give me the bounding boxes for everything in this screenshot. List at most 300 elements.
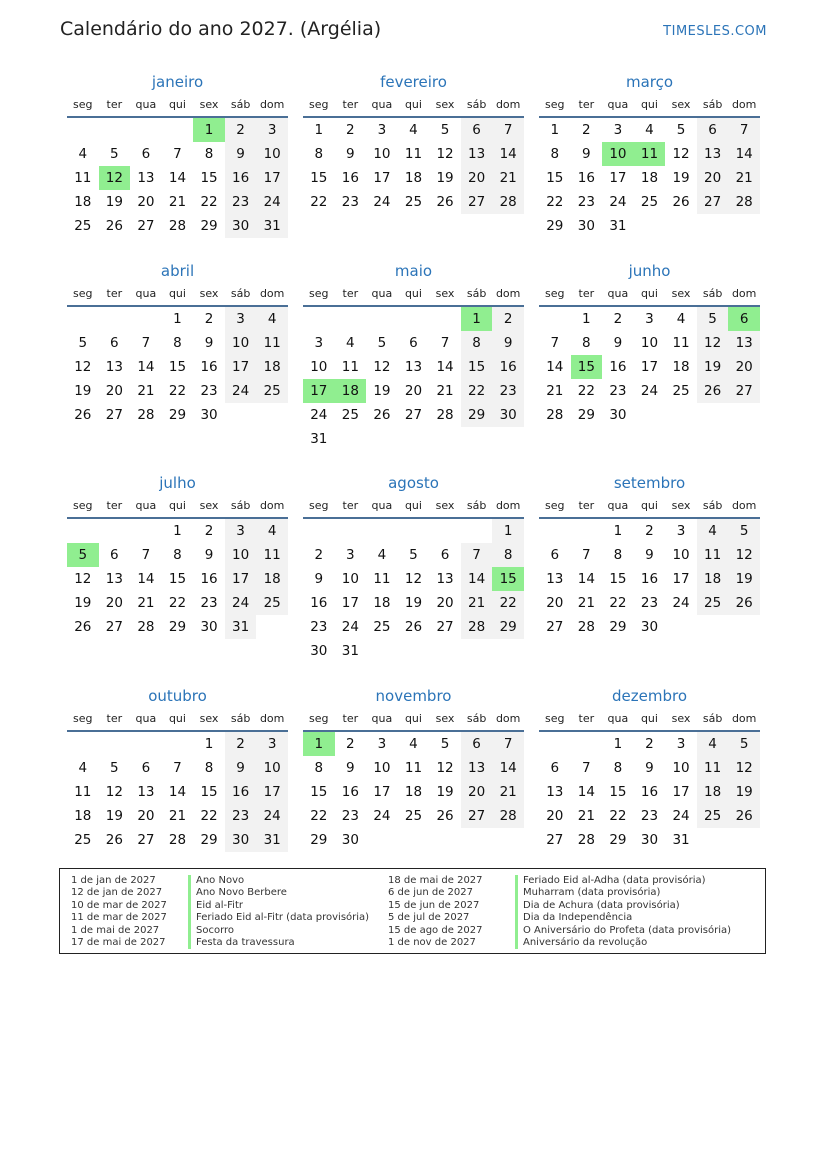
legend-date: 15 de ago de 2027 [388, 924, 483, 936]
weekday-label: sex [199, 98, 219, 111]
day-cell: 3 [225, 519, 257, 543]
empty-cell [539, 519, 571, 543]
day-cell: 18 [373, 595, 391, 611]
weekday-label: seg [73, 98, 93, 111]
day-cell: 24 [640, 383, 659, 399]
day-cell: 26 [373, 407, 391, 423]
day-cell: 10 [225, 543, 257, 567]
empty-cell [67, 519, 99, 543]
day-cell: 8 [582, 335, 591, 351]
day-cell: 10 [602, 142, 634, 166]
day-cell: 9 [582, 146, 591, 162]
weekday-label: qui [404, 287, 422, 300]
empty-cell [539, 307, 571, 331]
day-cell: 31 [225, 615, 257, 639]
day-cell: 23 [609, 383, 627, 399]
day-cell: 5 [440, 122, 450, 138]
day-cell: 30 [225, 214, 257, 238]
day-cell: 10 [310, 359, 328, 375]
weekday-label: seg [309, 499, 329, 512]
weekday-label: sáb [466, 712, 487, 725]
day-cell: 17 [303, 379, 335, 403]
day-cell: 30 [609, 407, 627, 423]
weekday-label: sex [435, 287, 455, 300]
weekday-label: dom [731, 499, 757, 512]
weekday-label: ter [342, 287, 359, 300]
month-name: novembro [375, 687, 452, 705]
day-cell: 21 [137, 383, 155, 399]
legend-date: 5 de jul de 2027 [388, 912, 470, 924]
day-cell: 16 [640, 784, 659, 800]
legend-holiday-name: Aniversário da revolução [515, 937, 731, 949]
day-cell: 24 [609, 194, 627, 210]
day-cell: 21 [168, 194, 187, 210]
day-cell: 4 [377, 547, 387, 563]
day-cell: 28 [577, 832, 595, 848]
days-grid [303, 519, 524, 663]
month-name: fevereiro [380, 73, 447, 91]
day-cell: 3 [613, 122, 623, 138]
empty-cell [366, 307, 398, 331]
month-calendar [539, 471, 760, 639]
day-cell: 9 [346, 146, 355, 162]
day-cell: 15 [200, 784, 218, 800]
day-cell: 23 [341, 808, 359, 824]
day-cell: 22 [310, 808, 328, 824]
day-cell: 14 [546, 359, 564, 375]
day-cell: 4 [676, 311, 686, 327]
day-cell: 5 [440, 736, 450, 752]
weekday-label: seg [309, 287, 329, 300]
day-cell: 7 [728, 118, 760, 142]
day-cell: 3 [676, 523, 686, 539]
day-cell: 8 [492, 543, 524, 567]
day-cell: 12 [436, 146, 454, 162]
day-cell: 9 [314, 571, 324, 587]
day-cell: 9 [492, 331, 524, 355]
day-cell: 12 [74, 571, 92, 587]
day-cell: 6 [461, 118, 493, 142]
day-cell: 16 [310, 595, 328, 611]
day-cell: 2 [582, 122, 591, 138]
day-cell: 16 [492, 355, 524, 379]
day-cell: 16 [200, 571, 218, 587]
day-cell: 10 [225, 331, 257, 355]
day-cell: 25 [74, 218, 92, 234]
day-cell: 27 [436, 619, 454, 635]
legend-holiday-name: Socorro [188, 925, 369, 937]
empty-cell [99, 307, 131, 331]
day-cell: 20 [137, 808, 155, 824]
day-cell: 10 [256, 756, 288, 780]
weekday-label: ter [106, 712, 123, 725]
day-cell: 15 [571, 355, 603, 379]
day-cell: 4 [645, 122, 654, 138]
legend-holiday-name: Feriado Eid al-Fitr (data provisória) [188, 912, 369, 924]
empty-cell [571, 732, 603, 756]
day-cell: 15 [492, 567, 524, 591]
day-cell: 13 [105, 359, 123, 375]
empty-cell [335, 307, 367, 331]
day-cell: 30 [577, 218, 595, 234]
day-cell: 30 [640, 619, 659, 635]
day-cell: 21 [492, 166, 524, 190]
day-cell: 3 [314, 335, 324, 351]
day-cell: 17 [672, 571, 690, 587]
weekday-label: ter [342, 98, 359, 111]
day-cell: 11 [256, 331, 288, 355]
day-cell: 1 [550, 122, 560, 138]
day-cell: 23 [310, 619, 328, 635]
empty-cell [162, 732, 194, 756]
day-cell: 5 [728, 732, 760, 756]
day-cell: 23 [640, 595, 659, 611]
day-cell: 27 [461, 804, 493, 828]
day-cell: 14 [168, 170, 187, 186]
day-cell: 12 [99, 166, 131, 190]
weekday-label: sex [435, 712, 455, 725]
month-calendar [67, 684, 288, 852]
day-cell: 12 [697, 331, 729, 355]
day-cell: 18 [672, 359, 690, 375]
day-cell: 26 [404, 619, 423, 635]
empty-cell [67, 732, 99, 756]
legend-holiday-name: Dia da Independência [515, 912, 731, 924]
day-cell: 22 [577, 383, 595, 399]
day-cell: 2 [645, 736, 654, 752]
brand-link[interactable]: TIMESLES.COM [663, 24, 767, 39]
weekday-label: sex [671, 287, 691, 300]
day-cell: 12 [404, 571, 423, 587]
weekday-label: sex [199, 287, 219, 300]
day-cell: 20 [105, 595, 123, 611]
day-cell: 20 [697, 166, 729, 190]
weekday-label: seg [309, 712, 329, 725]
day-cell: 16 [577, 170, 595, 186]
day-cell: 22 [200, 194, 218, 210]
day-cell: 11 [373, 571, 391, 587]
day-cell: 6 [728, 307, 760, 331]
day-cell: 17 [256, 166, 288, 190]
day-cell: 20 [404, 383, 423, 399]
day-cell: 1 [173, 311, 182, 327]
day-cell: 16 [225, 780, 257, 804]
empty-cell [130, 307, 162, 331]
weekday-header [303, 283, 524, 307]
day-cell: 8 [204, 760, 214, 776]
empty-cell [130, 118, 162, 142]
day-cell: 29 [609, 832, 627, 848]
weekday-header [539, 283, 760, 307]
day-cell: 2 [346, 122, 355, 138]
day-cell: 22 [461, 379, 493, 403]
day-cell: 25 [256, 379, 288, 403]
day-cell: 2 [204, 311, 214, 327]
day-cell: 25 [697, 591, 729, 615]
empty-cell [99, 519, 131, 543]
day-cell: 10 [256, 142, 288, 166]
month-calendar [303, 471, 524, 663]
day-cell: 29 [546, 218, 564, 234]
day-cell: 24 [225, 379, 257, 403]
day-cell: 24 [373, 808, 391, 824]
day-cell: 11 [697, 543, 729, 567]
day-cell: 21 [436, 383, 454, 399]
day-cell: 8 [613, 760, 623, 776]
day-cell: 29 [200, 218, 218, 234]
day-cell: 26 [436, 194, 454, 210]
day-cell: 18 [74, 194, 92, 210]
day-cell: 19 [672, 170, 690, 186]
day-cell: 31 [310, 431, 328, 447]
day-cell: 8 [173, 335, 182, 351]
day-cell: 6 [461, 732, 493, 756]
day-cell: 5 [67, 543, 99, 567]
days-grid [539, 519, 760, 639]
day-cell: 9 [346, 760, 355, 776]
legend-names-right [515, 875, 731, 949]
day-cell: 11 [404, 146, 423, 162]
weekday-label: sáb [230, 712, 251, 725]
legend-holiday-name: Feriado Eid al-Adha (data provisória) [515, 875, 731, 887]
day-cell: 13 [546, 571, 564, 587]
day-cell: 26 [436, 808, 454, 824]
day-cell: 24 [225, 591, 257, 615]
day-cell: 19 [74, 383, 92, 399]
day-cell: 5 [110, 760, 119, 776]
weekday-header [539, 495, 760, 519]
weekday-label: dom [495, 287, 521, 300]
weekday-label: qua [135, 499, 157, 512]
day-cell: 27 [728, 379, 760, 403]
day-cell: 22 [310, 194, 328, 210]
weekday-label: ter [578, 499, 595, 512]
day-cell: 14 [728, 142, 760, 166]
day-cell: 23 [577, 194, 595, 210]
legend-dates-right [388, 875, 483, 949]
day-cell: 15 [461, 355, 493, 379]
weekday-label: sáb [230, 287, 251, 300]
day-cell: 19 [728, 780, 760, 804]
weekday-label: sáb [702, 712, 723, 725]
weekday-label: ter [106, 499, 123, 512]
weekday-label: qua [607, 98, 629, 111]
day-cell: 27 [105, 407, 123, 423]
day-cell: 14 [461, 567, 493, 591]
day-cell: 30 [310, 643, 328, 659]
weekday-header [539, 94, 760, 118]
days-grid [303, 118, 524, 214]
empty-cell [366, 519, 398, 543]
day-cell: 29 [200, 832, 218, 848]
weekday-label: qua [135, 98, 157, 111]
day-cell: 18 [256, 355, 288, 379]
weekday-label: qui [640, 712, 658, 725]
weekday-label: sex [199, 499, 219, 512]
holiday-legend [59, 868, 766, 954]
day-cell: 1 [492, 519, 524, 543]
legend-date: 1 de nov de 2027 [388, 936, 476, 948]
day-cell: 4 [346, 335, 355, 351]
days-grid [67, 732, 288, 852]
day-cell: 18 [697, 780, 729, 804]
days-grid [67, 307, 288, 427]
day-cell: 29 [492, 615, 524, 639]
day-cell: 15 [609, 784, 627, 800]
weekday-label: ter [578, 98, 595, 111]
weekday-label: dom [495, 499, 521, 512]
day-cell: 2 [314, 547, 324, 563]
days-grid [67, 118, 288, 238]
weekday-label: qui [404, 98, 422, 111]
day-cell: 8 [173, 547, 182, 563]
weekday-label: ter [578, 712, 595, 725]
day-cell: 19 [74, 595, 92, 611]
day-cell: 6 [409, 335, 418, 351]
day-cell: 11 [341, 359, 359, 375]
weekday-label: ter [342, 499, 359, 512]
month-calendar [67, 471, 288, 639]
day-cell: 28 [137, 619, 155, 635]
day-cell: 3 [256, 732, 288, 756]
weekday-label: dom [259, 287, 285, 300]
weekday-label: qua [371, 499, 393, 512]
legend-holiday-name: Eid al-Fitr [188, 900, 369, 912]
day-cell: 19 [105, 194, 123, 210]
day-cell: 8 [204, 146, 214, 162]
day-cell: 27 [404, 407, 423, 423]
day-cell: 2 [346, 736, 355, 752]
day-cell: 28 [168, 218, 187, 234]
weekday-header [303, 94, 524, 118]
day-cell: 10 [640, 335, 659, 351]
day-cell: 15 [310, 784, 328, 800]
weekday-label: dom [731, 712, 757, 725]
weekday-header [303, 708, 524, 732]
day-cell: 13 [697, 142, 729, 166]
day-cell: 17 [609, 170, 627, 186]
day-cell: 12 [728, 756, 760, 780]
day-cell: 19 [436, 170, 454, 186]
weekday-label: seg [545, 287, 565, 300]
day-cell: 2 [613, 311, 623, 327]
legend-holiday-name: Festa da travessura [188, 937, 369, 949]
weekday-label: qui [640, 287, 658, 300]
weekday-label: seg [545, 98, 565, 111]
day-cell: 3 [377, 736, 387, 752]
day-cell: 10 [373, 146, 391, 162]
weekday-label: dom [259, 98, 285, 111]
weekday-label: ter [342, 712, 359, 725]
day-cell: 30 [225, 828, 257, 852]
day-cell: 25 [697, 804, 729, 828]
day-cell: 28 [137, 407, 155, 423]
day-cell: 12 [74, 359, 92, 375]
day-cell: 28 [492, 190, 524, 214]
day-cell: 18 [697, 567, 729, 591]
day-cell: 23 [225, 804, 257, 828]
empty-cell [571, 519, 603, 543]
month-calendar [303, 259, 524, 451]
legend-date: 11 de mar de 2027 [71, 912, 167, 924]
day-cell: 1 [193, 118, 225, 142]
weekday-label: sáb [702, 499, 723, 512]
day-cell: 7 [141, 335, 151, 351]
day-cell: 23 [225, 190, 257, 214]
legend-holiday-name: Dia de Achura (data provisória) [515, 900, 731, 912]
day-cell: 6 [440, 547, 450, 563]
day-cell: 25 [256, 591, 288, 615]
weekday-label: sáb [702, 287, 723, 300]
weekday-header [67, 94, 288, 118]
day-cell: 13 [728, 331, 760, 355]
day-cell: 14 [137, 359, 155, 375]
day-cell: 26 [697, 379, 729, 403]
weekday-header [67, 495, 288, 519]
day-cell: 7 [492, 732, 524, 756]
day-cell: 13 [105, 571, 123, 587]
day-cell: 9 [225, 142, 257, 166]
day-cell: 15 [200, 170, 218, 186]
day-cell: 4 [256, 307, 288, 331]
month-calendar [539, 259, 760, 427]
day-cell: 8 [461, 331, 493, 355]
empty-cell [461, 519, 493, 543]
day-cell: 12 [373, 359, 391, 375]
legend-date: 10 de mar de 2027 [71, 899, 167, 911]
day-cell: 2 [225, 732, 257, 756]
day-cell: 23 [341, 194, 359, 210]
day-cell: 19 [105, 808, 123, 824]
day-cell: 9 [613, 335, 623, 351]
day-cell: 26 [728, 591, 760, 615]
day-cell: 5 [697, 307, 729, 331]
day-cell: 23 [492, 379, 524, 403]
day-cell: 24 [672, 808, 690, 824]
empty-cell [67, 307, 99, 331]
day-cell: 24 [373, 194, 391, 210]
day-cell: 1 [613, 736, 623, 752]
day-cell: 24 [310, 407, 328, 423]
empty-cell [398, 307, 430, 331]
day-cell: 25 [373, 619, 391, 635]
day-cell: 11 [697, 756, 729, 780]
day-cell: 7 [461, 543, 493, 567]
day-cell: 22 [546, 194, 564, 210]
day-cell: 18 [74, 808, 92, 824]
day-cell: 19 [436, 784, 454, 800]
empty-cell [130, 519, 162, 543]
day-cell: 16 [341, 170, 359, 186]
day-cell: 5 [110, 146, 119, 162]
month-name: agosto [388, 474, 439, 492]
day-cell: 20 [546, 808, 564, 824]
empty-cell [130, 732, 162, 756]
day-cell: 7 [492, 118, 524, 142]
legend-dates-left [71, 875, 167, 949]
day-cell: 28 [436, 407, 454, 423]
day-cell: 15 [168, 359, 187, 375]
day-cell: 29 [168, 619, 187, 635]
weekday-header [67, 708, 288, 732]
legend-holiday-name: Ano Novo Berbere [188, 887, 369, 899]
day-cell: 29 [577, 407, 595, 423]
weekday-label: qui [404, 499, 422, 512]
day-cell: 11 [74, 170, 92, 186]
day-cell: 1 [303, 732, 335, 756]
month-name: dezembro [612, 687, 687, 705]
day-cell: 6 [110, 335, 119, 351]
